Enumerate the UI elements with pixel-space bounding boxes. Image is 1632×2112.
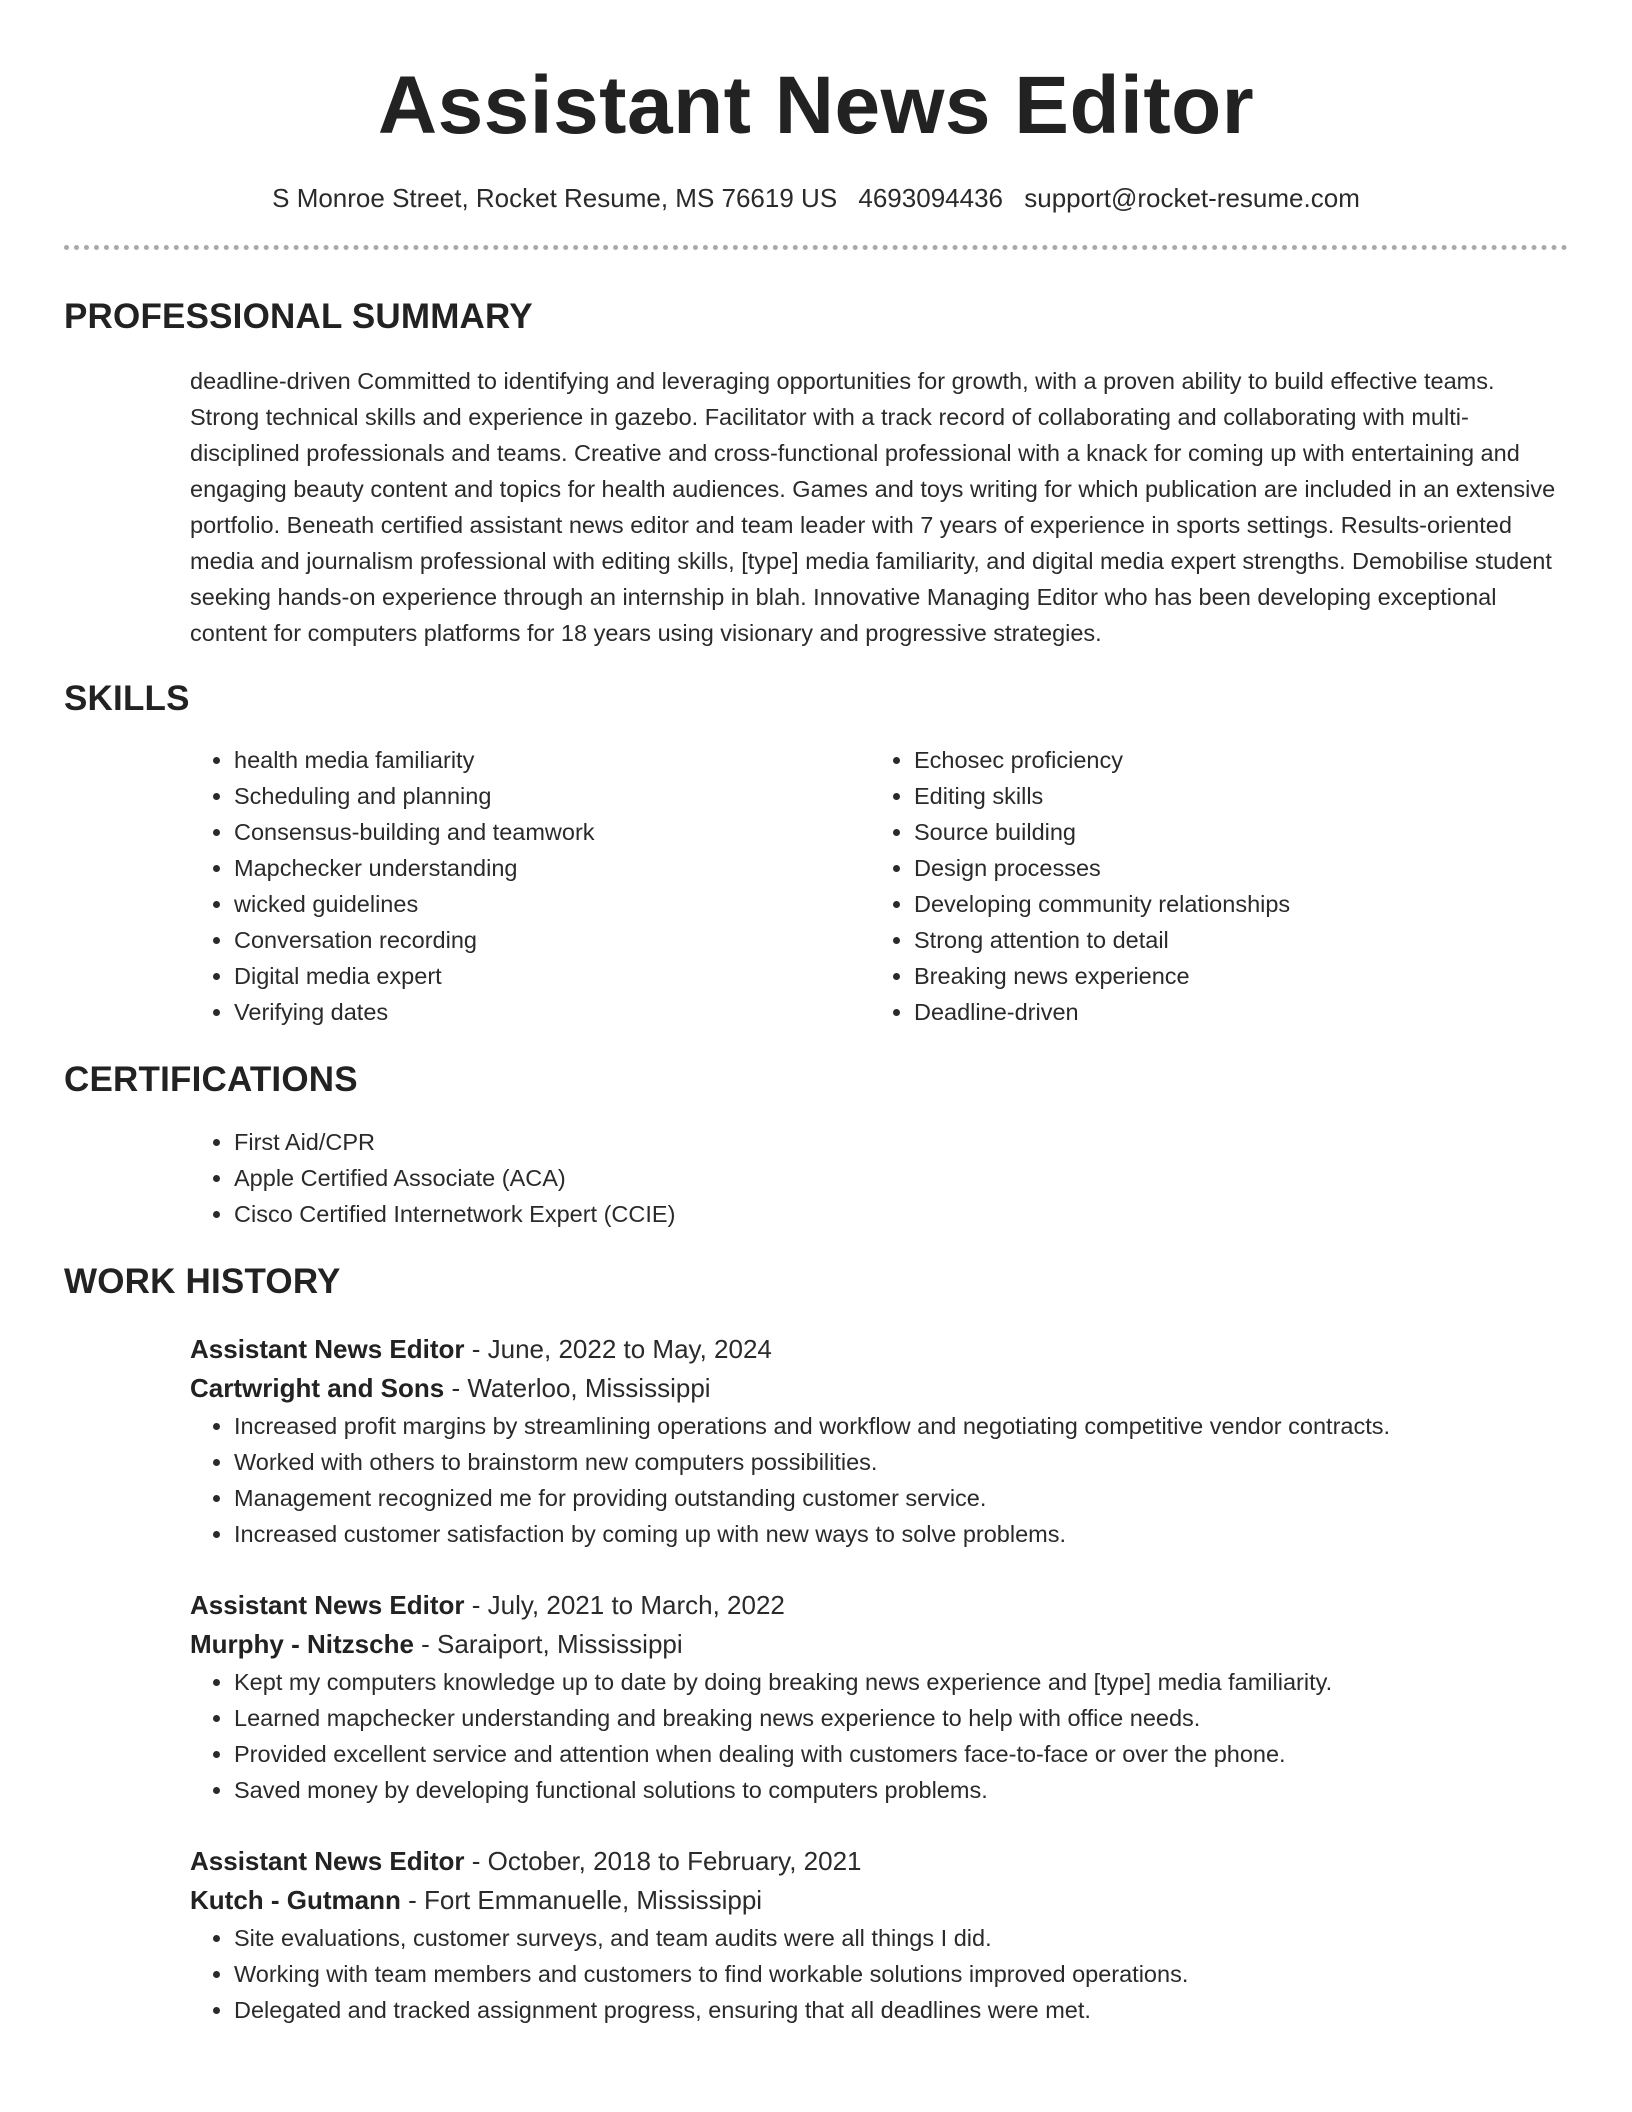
skills-column-right [870,742,1550,1030]
section-title-certifications: CERTIFICATIONS [64,1060,358,1099]
job-company: Murphy - Nitzsche [190,1629,414,1659]
skill-item: • Developing community relationships [914,886,1550,922]
skill-item: • Source building [914,814,1550,850]
job-title-line [190,1842,1568,1881]
job-company-line [190,1369,1568,1408]
skill-item: • Digital media expert [234,958,870,994]
job-dates: - June, 2022 to May, 2024 [464,1334,772,1364]
job-title-line [190,1330,1568,1369]
skill-item: • Verifying dates [234,994,870,1030]
job-bullet: • Increased customer satisfaction by coming up with new ways to solve problems. [234,1516,1568,1552]
certification-item: • Cisco Certified Internetwork Expert (CCIE) [234,1196,1568,1232]
header-divider [64,245,1568,250]
certification-item: • First Aid/CPR [234,1124,1568,1160]
job-location: - Fort Emmanuelle, Mississippi [400,1885,763,1915]
contact-phone: 4693094436 [858,183,1003,213]
job-bullet: • Worked with others to brainstorm new computers possibilities. [234,1444,1568,1480]
job-bullet: • Site evaluations, customer surveys, and team audits were all things I did. [234,1920,1568,1956]
skill-item: • Editing skills [914,778,1550,814]
job-bullet: • Increased profit margins by streamlining operations and workflow and negotiating competitive vendor contracts. [234,1408,1568,1444]
job-bullet: • Saved money by developing functional solutions to computers problems. [234,1772,1568,1808]
section-title-work-history: WORK HISTORY [64,1262,341,1301]
skill-item: • wicked guidelines [234,886,870,922]
job-bullet-list [190,1408,1568,1552]
skill-item: • Breaking news experience [914,958,1550,994]
job-entry [190,1330,1568,1552]
job-location: - Waterloo, Mississippi [444,1373,711,1403]
skill-item: • Conversation recording [234,922,870,958]
contact-line [64,182,1568,214]
skill-item: • Mapchecker understanding [234,850,870,886]
contact-email: support@rocket-resume.com [1024,183,1360,213]
job-title-line [190,1586,1568,1625]
job-role: Assistant News Editor [190,1846,465,1876]
skill-item: • health media familiarity [234,742,870,778]
job-bullet: • Learned mapchecker understanding and breaking news experience to help with office needs. [234,1700,1568,1736]
certifications-block [190,1124,1568,1232]
skill-item: • Consensus-building and teamwork [234,814,870,850]
job-entry [190,1586,1568,1808]
job-company: Cartwright and Sons [190,1373,445,1403]
job-bullet: • Delegated and tracked assignment progress, ensuring that all deadlines were met. [234,1992,1568,2028]
skill-item: • Strong attention to detail [914,922,1550,958]
certifications-list [190,1124,1568,1232]
job-location: - Saraiport, Mississippi [413,1629,683,1659]
skill-item: • Scheduling and planning [234,778,870,814]
section-title-summary: PROFESSIONAL SUMMARY [64,297,533,336]
job-company: Kutch - Gutmann [190,1885,401,1915]
job-bullet: • Management recognized me for providing outstanding customer service. [234,1480,1568,1516]
job-dates: - October, 2018 to February, 2021 [464,1846,862,1876]
skill-item: • Deadline-driven [914,994,1550,1030]
certification-item: • Apple Certified Associate (ACA) [234,1160,1568,1196]
job-entry [190,1842,1568,2028]
skills-list-left [190,742,870,1030]
job-bullet-list [190,1920,1568,2028]
job-company-line [190,1881,1568,1920]
job-bullet: • Provided excellent service and attention when dealing with customers face-to-face or over the phone. [234,1736,1568,1772]
contact-address: S Monroe Street, Rocket Resume, MS 76619 US [272,183,838,213]
skill-item: • Design processes [914,850,1550,886]
job-bullet-list [190,1664,1568,1808]
skill-item: • Echosec proficiency [914,742,1550,778]
skills-grid [190,742,1568,1030]
summary-text: deadline-driven Committed to identifying and leveraging opportunities for growth, with a proven ability to build effective teams. Strong technical skills and experience in gazebo. Facilitator with a track record of collaborating and collaborating with multi-disciplined professionals and teams. Creative and cross-functional professional with a knack for coming up with entertaining and engaging beauty content and topics for health audiences. Games and toys writing for which publication are included in an extensive portfolio. Beneath certified assistant news editor and team leader with 7 years of experience in sports settings. Results-oriented media and journalism professional with editing skills, [type] media familiarity, and digital media expert strengths. Demobilise student seeking hands-on experience through an internship in blah. Innovative Managing Editor who has been developing exceptional content for computers platforms for 18 years using visionary and progressive strategies. [190,368,1556,646]
job-bullet: • Working with team members and customers to find workable solutions improved operations. [234,1956,1568,1992]
job-role: Assistant News Editor [190,1590,465,1620]
skills-column-left [190,742,870,1030]
job-company-line [190,1625,1568,1664]
job-dates: - July, 2021 to March, 2022 [464,1590,785,1620]
job-bullet: • Kept my computers knowledge up to date by doing breaking news experience and [type] media familiarity. [234,1664,1568,1700]
skills-list-right [870,742,1550,1030]
resume-name: Assistant News Editor [377,60,1255,151]
section-title-skills: SKILLS [64,679,190,718]
job-role: Assistant News Editor [190,1334,465,1364]
